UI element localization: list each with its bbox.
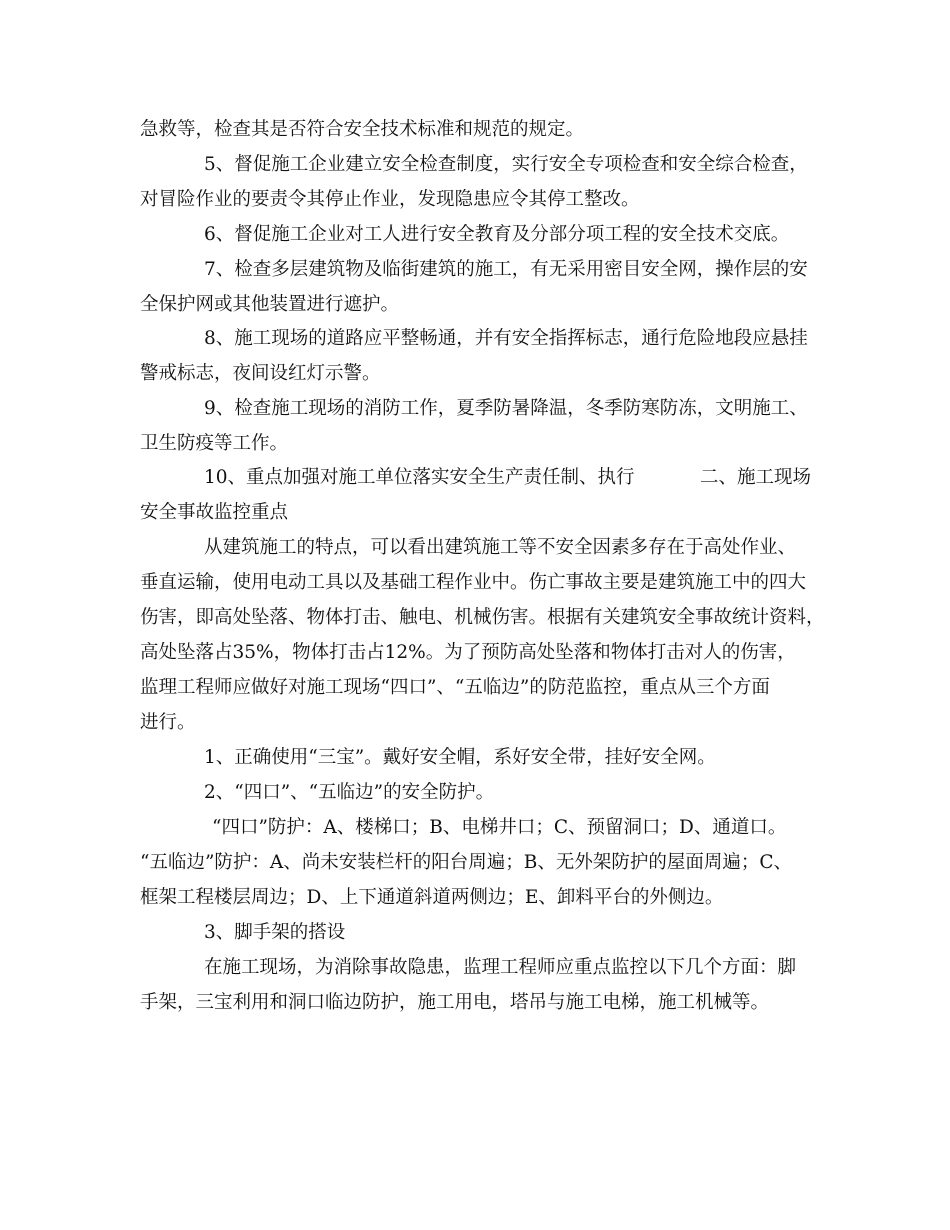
text-line: 对冒险作业的要责令其停止作业，发现隐患应令其停工整改。	[140, 189, 640, 210]
text-line: 1、正确使用“三宝”。戴好安全帽，系好安全带，挂好安全网。	[204, 747, 716, 768]
text-line: 从建筑施工的特点，可以看出建筑施工等不安全因素多存在于高处作业、	[204, 537, 797, 558]
text-line: “四口”防护：A、楼梯口；B、电梯井口；C、预留洞口；D、通道口。	[212, 817, 787, 838]
text-line: 手架，三宝利用和洞口临边防护，施工用电，塔吊与施工电梯，施工机械等。	[140, 992, 770, 1013]
text-line: 卫生防疫等工作。	[140, 433, 289, 454]
text-line: 10、重点加强对施工单位落实安全生产责任制、执行	[204, 467, 635, 488]
text-line: 7、检查多层建筑物及临街建筑的施工，有无采用密目安全网，操作层的安	[204, 259, 808, 280]
text-line: “五临边”防护：A、尚未安装栏杆的阳台周遍；B、无外架防护的屋面周遍；C、	[140, 852, 793, 873]
text-line: 监理工程师应做好对施工现场“四口”、“五临边”的防范监控，重点从三个方面	[140, 677, 770, 698]
text-line: 9、检查施工现场的消防工作，夏季防暑降温，冬季防寒防冻，文明施工、	[204, 398, 808, 419]
section-heading-start: 二、施工现场	[700, 467, 812, 488]
text-line: 6、督促施工企业对工人进行安全教育及分部分项工程的安全技术交底。	[204, 224, 790, 245]
text-line: 8、施工现场的道路应平整畅通，并有安全指挥标志，通行危险地段应悬挂	[204, 328, 808, 349]
text-line: 在施工现场，为消除事故隐患，监理工程师应重点监控以下几个方面：脚	[204, 957, 797, 978]
text-line: 伤害，即高处坠落、物体打击、触电、机械伤害。根据有关建筑安全事故统计资料，	[140, 607, 825, 628]
text-line: 垂直运输，使用电动工具以及基础工程作业中。伤亡事故主要是建筑施工中的四大	[140, 572, 807, 593]
section-heading: 安全事故监控重点	[140, 502, 289, 523]
text-line: 2、“四口”、“五临边”的安全防护。	[204, 782, 495, 803]
text-line: 进行。	[140, 712, 196, 733]
text-line: 框架工程楼层周边；D、上下通道斜道两侧边；E、卸料平台的外侧边。	[140, 887, 724, 908]
text-line: 3、脚手架的搭设	[204, 922, 346, 943]
text-line: 高处坠落占35%，物体打击占12%。为了预防高处坠落和物体打击对人的伤害，	[140, 642, 796, 663]
text-line: 5、督促施工企业建立安全检查制度，实行安全专项检查和安全综合检查，	[204, 154, 808, 175]
text-line: 全保护网或其他装置进行遮护。	[140, 294, 400, 315]
text-line: 警戒标志，夜间设红灯示警。	[140, 363, 381, 384]
text-line: 急救等，检查其是否符合安全技术标准和规范的规定。	[140, 119, 585, 140]
